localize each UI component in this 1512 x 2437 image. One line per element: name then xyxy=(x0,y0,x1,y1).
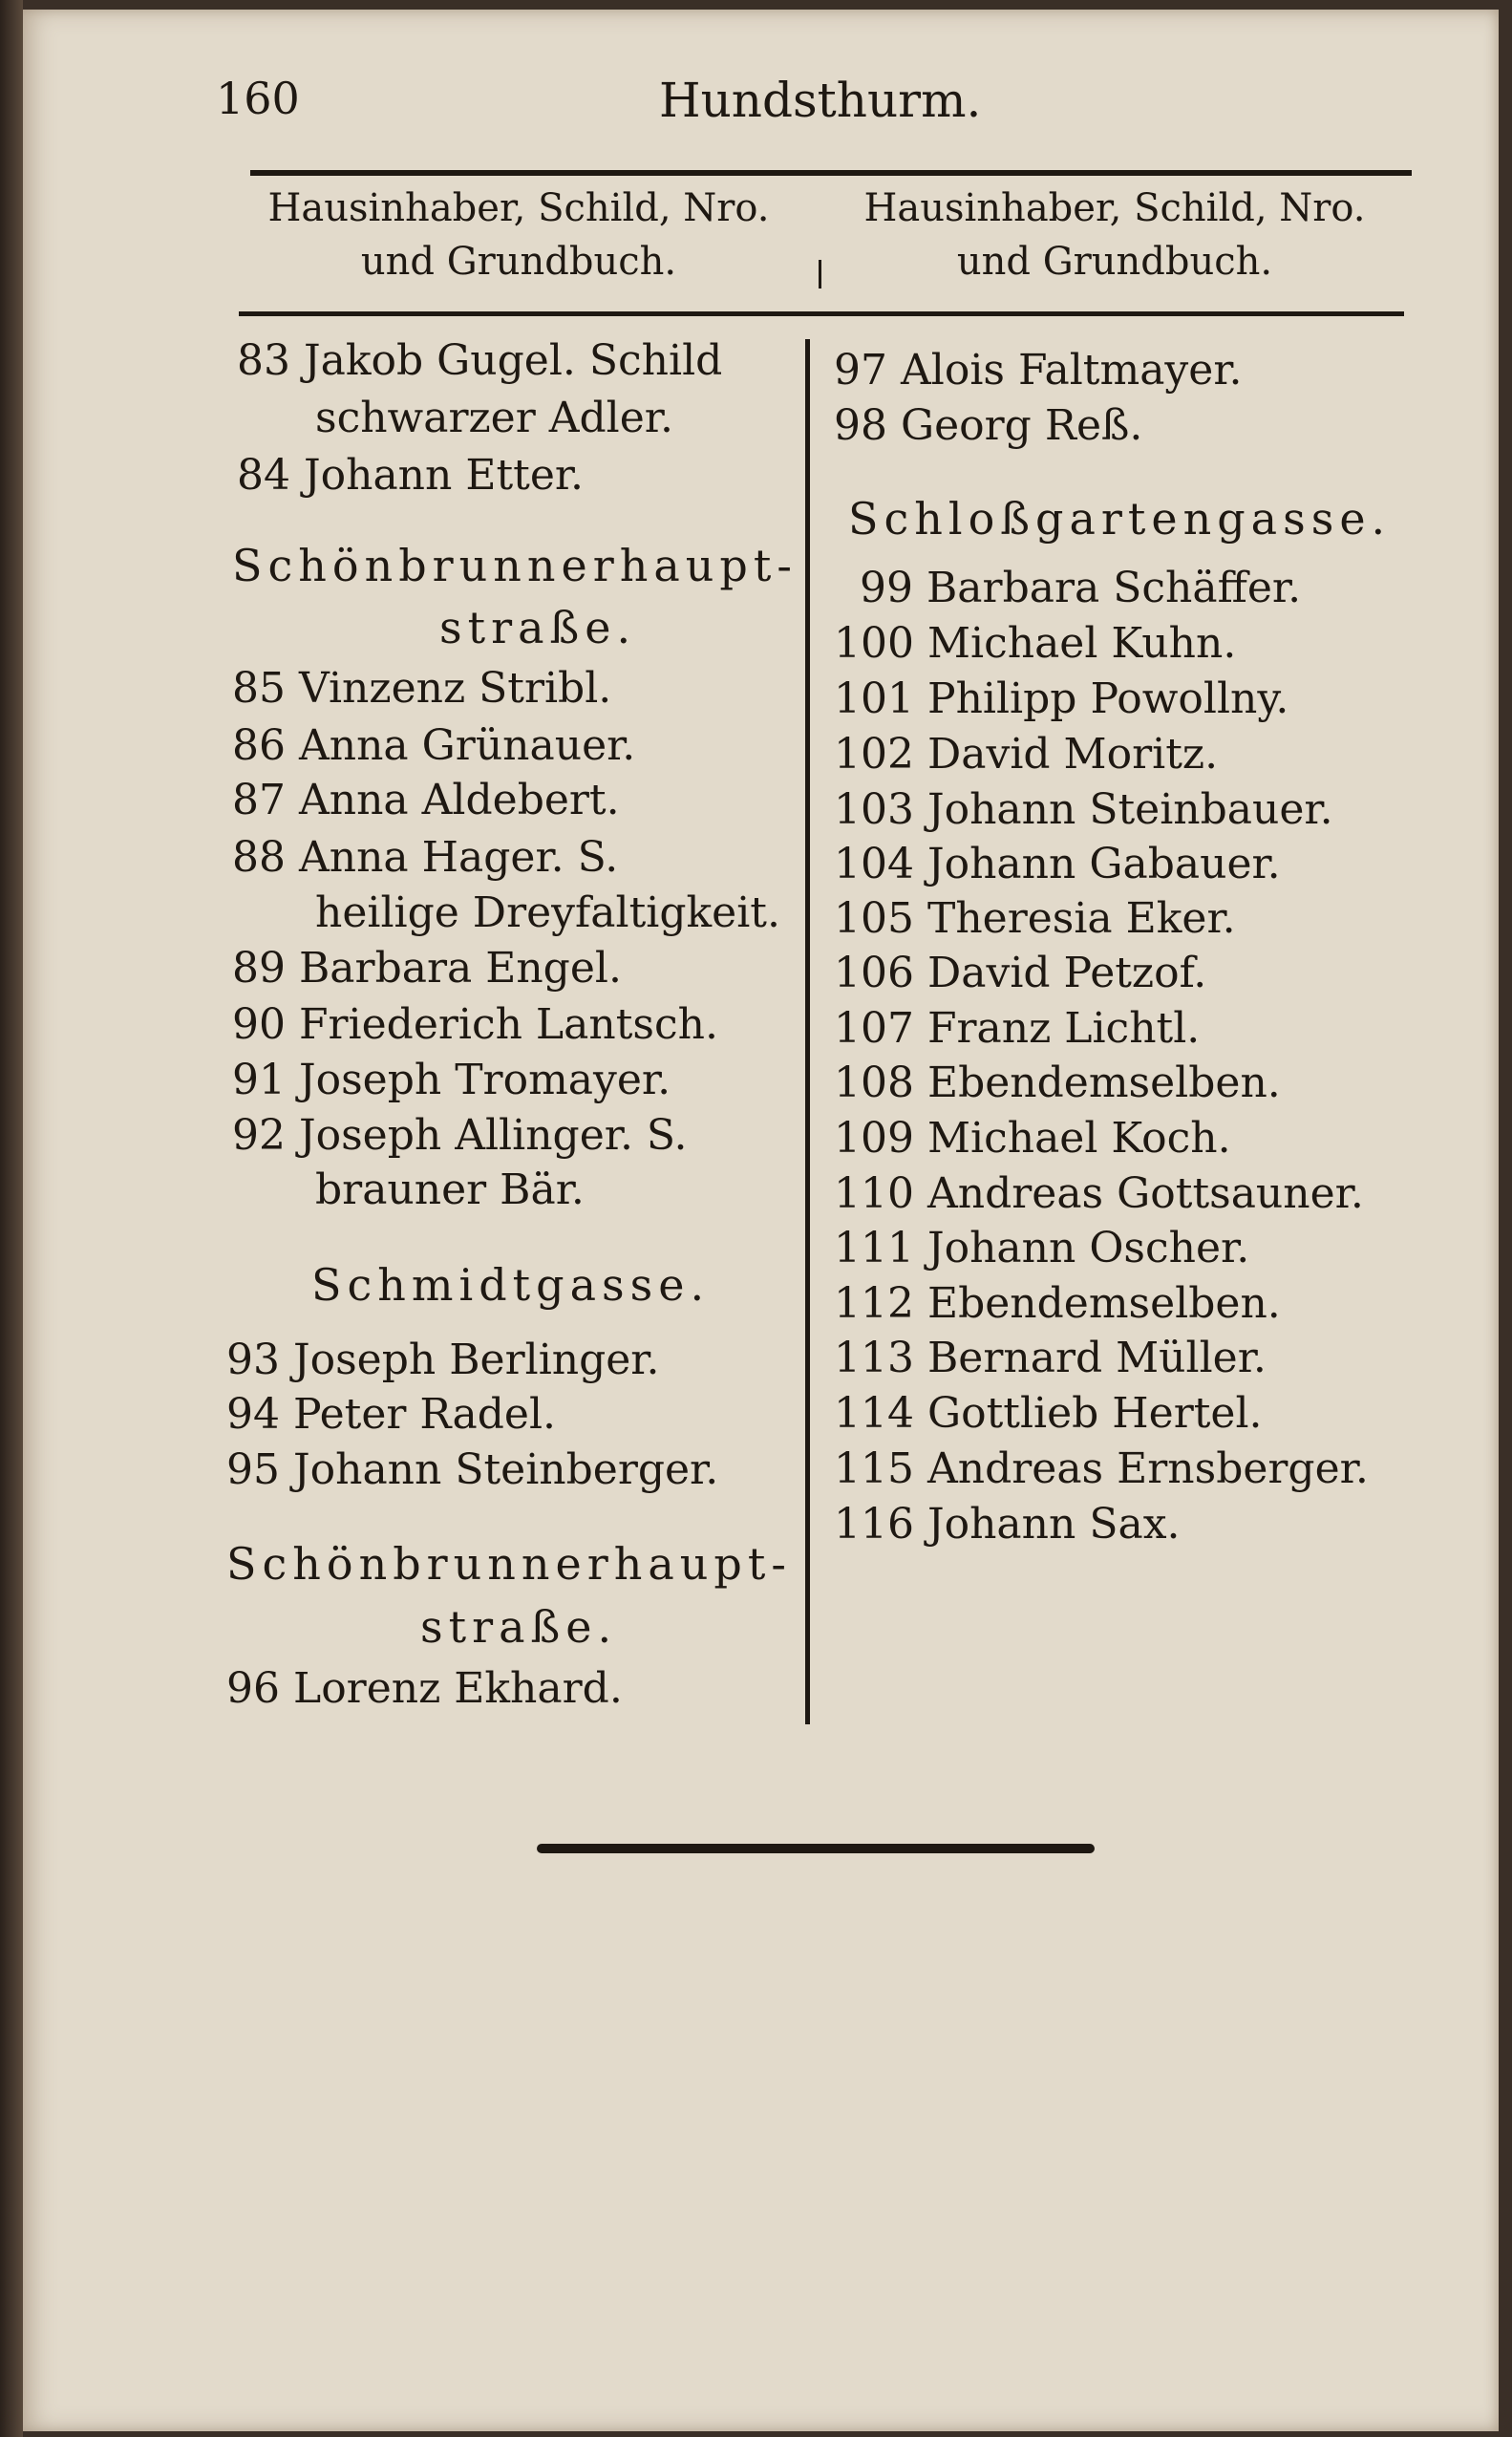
running-head: Hundsthurm. xyxy=(659,73,982,128)
closing-ornament-rule xyxy=(537,1844,1095,1853)
list-item: 103 Johann Steinbauer. xyxy=(834,785,1333,834)
list-item: 110 Andreas Gottsauner. xyxy=(834,1169,1364,1218)
list-item: 86 Anna Grünauer. xyxy=(232,721,636,770)
column-header-left xyxy=(227,182,810,289)
street-heading: straße. xyxy=(439,602,637,653)
list-item: 96 Lorenz Ekhard. xyxy=(226,1664,623,1713)
list-item: 109 Michael Koch. xyxy=(834,1114,1231,1163)
street-heading: Schönbrunnerhaupt- xyxy=(226,1538,792,1590)
list-item: 94 Peter Radel. xyxy=(226,1390,557,1439)
list-item: 88 Anna Hager. S. xyxy=(232,833,619,882)
list-item: 90 Friederich Lantsch. xyxy=(232,1000,718,1049)
list-item: heilige Dreyfaltigkeit. xyxy=(315,888,780,937)
column-header-right-line1: Hausinhaber, Schild, Nro. xyxy=(863,186,1366,230)
column-header-left-line2: und Grundbuch. xyxy=(360,240,677,284)
list-item: 116 Johann Sax. xyxy=(834,1500,1181,1549)
list-item: 97 Alois Faltmayer. xyxy=(834,346,1243,395)
list-item: schwarzer Adler. xyxy=(315,394,673,442)
list-item: 101 Philipp Powollny. xyxy=(834,674,1289,723)
list-item: 105 Theresia Eker. xyxy=(834,894,1236,943)
list-item: 92 Joseph Allinger. S. xyxy=(232,1111,688,1160)
list-item: 112 Ebendemselben. xyxy=(834,1279,1281,1328)
list-item: 95 Johann Steinberger. xyxy=(226,1445,719,1494)
list-item: 115 Andreas Ernsberger. xyxy=(834,1444,1369,1493)
header-rule-bottom xyxy=(239,311,1404,316)
list-item: 114 Gottlieb Hertel. xyxy=(834,1389,1263,1438)
column-header-left-line1: Hausinhaber, Schild, Nro. xyxy=(267,186,770,230)
book-spine-shadow xyxy=(0,0,23,2437)
list-item: 84 Johann Etter. xyxy=(237,451,585,500)
street-heading: straße. xyxy=(420,1601,618,1653)
list-item: 87 Anna Aldebert. xyxy=(232,776,620,824)
list-item: 100 Michael Kuhn. xyxy=(834,619,1237,668)
column-divider xyxy=(805,339,810,1724)
street-heading: Schönbrunnerhaupt- xyxy=(232,540,798,591)
column-header-right-line2: und Grundbuch. xyxy=(956,240,1273,284)
list-item: 89 Barbara Engel. xyxy=(232,944,622,993)
column-header-right xyxy=(823,182,1406,289)
list-item: 106 David Petzof. xyxy=(834,949,1207,997)
list-item: 104 Johann Gabauer. xyxy=(834,840,1281,888)
list-item: 83 Jakob Gugel. Schild xyxy=(237,336,723,385)
list-item: 93 Joseph Berlinger. xyxy=(226,1336,660,1384)
street-heading: Schmidtgasse. xyxy=(311,1259,711,1311)
header-rule-top xyxy=(250,170,1412,176)
list-item: 102 David Moritz. xyxy=(834,730,1219,779)
street-heading: Schloßgartengasse. xyxy=(848,493,1392,545)
page-number: 160 xyxy=(216,73,300,124)
list-item: 108 Ebendemselben. xyxy=(834,1058,1281,1107)
list-item: 91 Joseph Tromayer. xyxy=(232,1056,671,1104)
list-item: 111 Johann Oscher. xyxy=(834,1224,1250,1272)
list-item: 113 Bernard Müller. xyxy=(834,1334,1267,1382)
list-item: 107 Franz Lichtl. xyxy=(834,1004,1201,1053)
list-item: 99 Barbara Schäffer. xyxy=(860,564,1302,612)
list-item: 85 Vinzenz Stribl. xyxy=(232,664,612,713)
header-divider xyxy=(819,260,821,289)
list-item: brauner Bär. xyxy=(315,1165,585,1214)
list-item: 98 Georg Reß. xyxy=(834,401,1143,450)
